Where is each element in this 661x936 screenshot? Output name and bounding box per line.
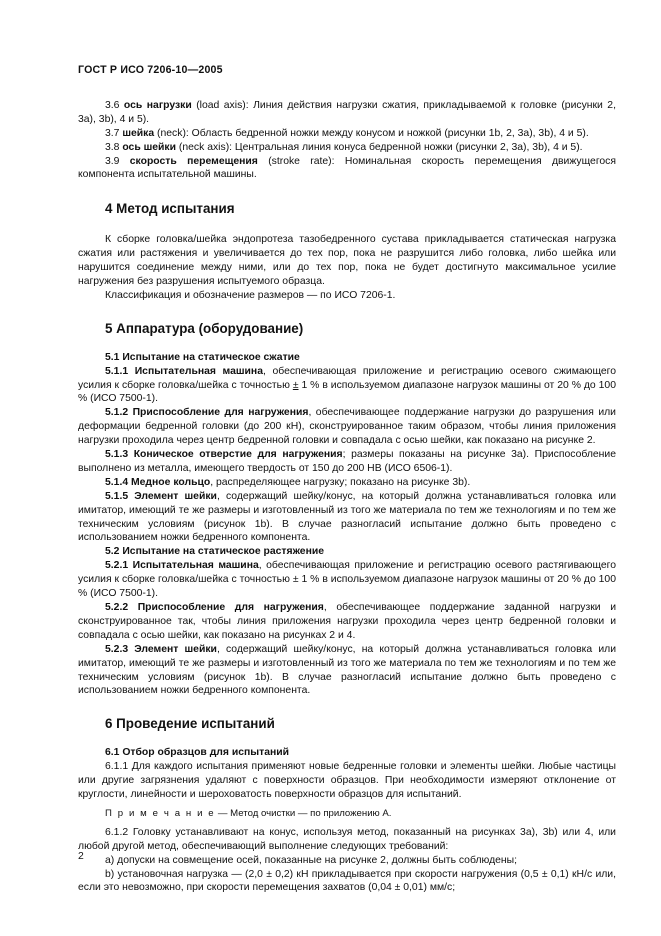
note-label: П р и м е ч а н и е [105,807,216,819]
clause-5-1-1 [78,365,616,407]
definition-term: шейка [122,127,155,139]
clause-5-1-5 [78,490,616,546]
clause-text: , обеспечивающее поддержание нагрузки до разрушения или деформации бедренной головки (до 200 кН), сконструированное таким образом, чтобы линия приложения нагрузки проходила через центр бедренной головки и совпадала с осью шейки, как показано на рисунке 2. [78,407,616,447]
section-4-title: 4 Метод испытания [105,201,235,217]
definition-number: 3.8 [105,141,123,153]
definition-text: (stroke rate): Номинальная скорость перемещения движущегося компонента испытательной машины. [78,155,616,181]
page-number: 2 [78,851,84,862]
clause-text: , содержащий шейку/конус, на который должна устанавливаться головка или имитатор, имеющий те же размеры и изготовленный из того же материала по тем же технологиям и по тем же техническим условиям (рисунок 1b). В случае разногласий испытание должно быть проведено с использованием ножки бедренного компонента. [78,643,616,697]
requirement-a: a) допуски на совмещение осей, показанные на рисунке 2, должны быть соблюдены; [105,854,518,866]
clause-text: , распределяющее нагрузку; показано на рисунке 3b). [210,476,471,488]
document-header: ГОСТ Р ИСО 7206-10—2005 [78,64,223,76]
definition-text: (neck): Область бедренной ножки между конусом и ножкой (рисунки 1b, 2, 3a), 3b), 4 и 5). [154,127,589,139]
clause-text: , обеспечивающее поддержание заданной нагрузки и сконструированное так, чтобы линия приложения нагрузки проходила через центр бедренной головки и совпадала с осью шейки, как показано на рисунках 2 и 4. [78,602,616,641]
section-4-paragraph: К сборке головка/шейка эндопротеза тазобедренного сустава прикладывается статическая нагрузка сжатия или растяжения и увеличивается до тех пор, пока не разрушится либо головка, либо шейка или нарушится соединение между ними, или до тех пор, пока не будет достигнуто максимальное усилие нагружения без разрушения испытуемого образца. [78,234,616,287]
clause-text: 1 % в используемом диапазоне нагрузок машины от 20 % до 100 % (ИСО 7500-1). [78,379,616,405]
clause-term: 5.1.3 Коническое отверстие для нагружения [105,449,343,461]
plus-minus-symbol: ± [292,379,299,391]
clause-5-1-2 [78,406,616,448]
document-page [78,64,616,895]
clause-term: 5.1.1 Испытательная машина [105,365,263,377]
definition-text: (neck axis): Центральная линия конуса бедренной ножки (рисунки 2, 3a), 3b), 4 и 5). [176,141,583,153]
definition-3-6 [78,99,616,127]
clause-6-1-2: 6.1.2 Головку устанавливают на конус, используя метод, показанный на рисунках 3a), 3b) или 4, или любой другой метод, обеспечивающий выполнение следующих требований: [78,826,616,852]
section-5-title: 5 Аппаратура (оборудование) [105,320,304,336]
definition-number: 3.7 [105,127,123,139]
section-4-classification: Классификация и обозначение размеров — по ИСО 7206-1. [105,289,396,301]
clause-term: 5.1.4 Медное кольцо [105,476,211,488]
clause-text: , обеспечивающая приложение и регистрацию осевого сжимающего усилия к сборке головка/шейка с точностью [78,365,616,391]
requirement-b: b) установочная нагрузка — (2,0 ± 0,2) кН прикладывается при скорости нагружения (0,5 ± 0,1) кН/с или, если это невозможно, при скорости перемещения захватов (0,04 ± 0,01) мм/с; [78,868,616,894]
definition-number: 3.9 [105,155,130,167]
clause-text: ; размеры показаны на рисунке 3a). Приспособление выполнено из металла, имеющего твердость от 150 до 200 HB (ИСО 6506-1). [78,449,617,474]
section-6-title: 6 Проведение испытаний [105,716,275,732]
clause-text: , обеспечивающая приложение и регистрацию осевого растягивающего усилия к сборке головка/шейка с точностью ± 1 % в используемом диапазоне нагрузок машины от 20 % до 100 % (ИСО 7500-1). [78,560,616,600]
clause-term: 5.2.1 Испытательная машина [105,560,259,572]
clause-5-2-1 [78,559,616,601]
definition-term: скорость перемещения [129,155,258,167]
clause-term: 5.2.2 Приспособление для нагружения [105,602,324,613]
clause-5-2-3 [78,643,616,699]
clause-5-1-3 [78,448,616,476]
note [78,807,616,821]
definition-text: (load axis): Линия действия нагрузки сжатия, прикладываемой к головке (рисунки 2, 3a), 3b), 4 и 5). [78,99,616,125]
clause-term: 5.1.5 Элемент шейки [105,490,217,502]
definition-term: ось нагрузки [123,99,192,111]
note-text: — Метод очистки — по приложению А. [215,807,392,819]
clause-5-1-4 [78,476,616,490]
subsection-5-1-title: 5.1 Испытание на статическое сжатие [105,351,300,363]
clause-text: , содержащий шейку/конус, на который должна устанавливаться головка или имитатор, имеющий те же размеры и изготовленный из того же материала по тем же технологиям и по тем же техническим условиям (рисунок 1b). В случае разногласий испытание должно быть проведено с использованием ножки бедренного компонента. [78,490,616,544]
subsection-6-1-title: 6.1 Отбор образцов для испытаний [105,747,290,759]
definition-3-7 [78,127,616,141]
definition-number: 3.6 [105,99,124,111]
clause-6-1-1: 6.1.1 Для каждого испытания применяют новые бедренные головки и элементы шейки. Любые частицы или другие загрязнения удаляют с поверхности образцов. При необходимости измеряют отклонение от круглости, линейности и шероховатость поверхности образцов для испытаний. [78,761,616,800]
subsection-5-2-title: 5.2 Испытание на статическое растяжение [105,546,325,558]
definition-term: ось шейки [122,141,177,153]
definition-3-9 [78,155,616,183]
clause-term: 5.1.2 Приспособление для нагружения [105,407,309,419]
clause-5-2-2 [78,601,616,643]
clause-term: 5.2.3 Элемент шейки [105,643,217,655]
definition-3-8 [78,141,616,155]
